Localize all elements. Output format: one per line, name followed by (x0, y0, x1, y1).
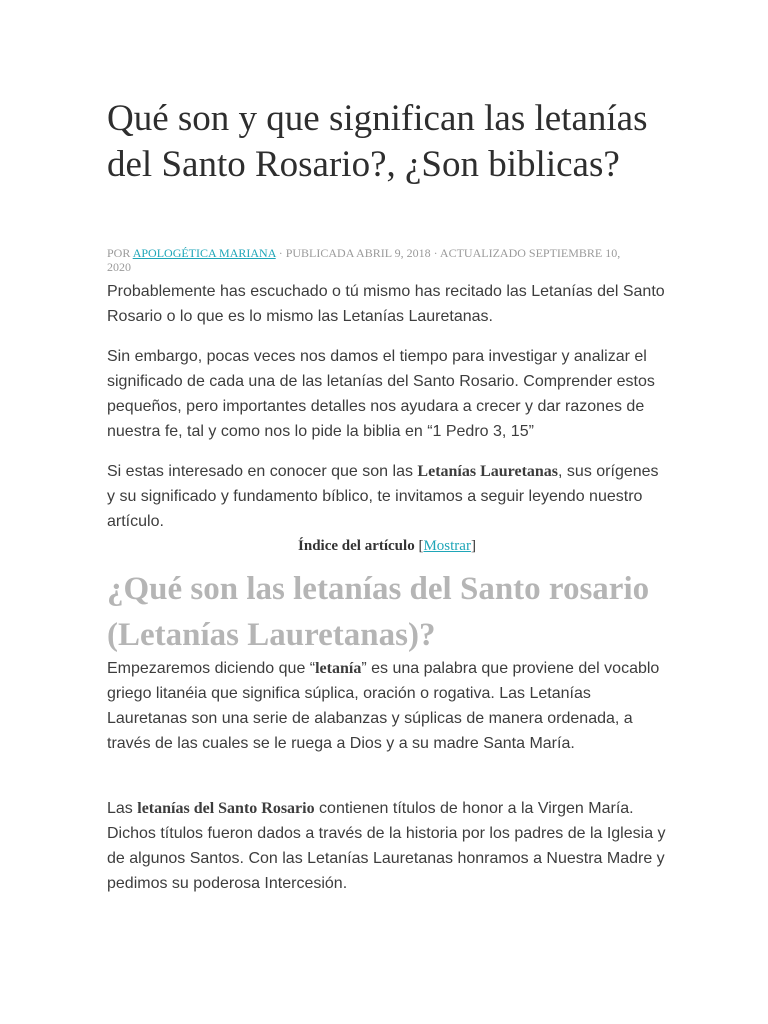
paragraph-third (107, 459, 667, 534)
p5-text-before: Las (107, 800, 138, 817)
article-title: Qué son y que significan las letanías del Santo Rosario?, ¿Son biblicas? (107, 98, 648, 185)
article-meta (107, 246, 647, 274)
author-link[interactable]: APOLOGÉTICA MARIANA (132, 246, 276, 260)
toc-show-link[interactable]: Mostrar (423, 538, 471, 554)
toc-bracket-open: [ (414, 538, 424, 554)
p5-bold-term: letanías del Santo Rosario (137, 800, 315, 817)
p3-text-after: , sus orígenes y su significado y fundamento bíblico, te invitamos a seguir leyendo nuestro artículo. (107, 463, 659, 530)
p4-bold-term: letanía (315, 660, 362, 677)
p4-text-before: Empezaremos diciendo que “ (107, 660, 316, 677)
table-of-contents (107, 535, 667, 557)
p3-text-before: Si estas interesado en conocer que son las (107, 463, 418, 480)
section-heading: ¿Qué son las letanías del Santo rosario (Letanías Lauretanas)? (107, 571, 650, 653)
p3-bold-term: Letanías Lauretanas (417, 463, 559, 480)
paragraph-fourth (107, 656, 667, 756)
paragraph-second: Sin embargo, pocas veces nos damos el tiempo para investigar y analizar el significado de cada una de las letanías del Santo Rosario. Comprender estos pequeños, pero importantes detalles nos ayudara a crecer y dar razones de nuestra fe, tal y como nos lo pide la biblia en “1 Pedro 3, 15” (107, 348, 655, 440)
meta-by: POR (107, 246, 133, 260)
p4-text-after: ” es una palabra que proviene del vocablo griego litanéia que significa súplica, oración o rogativa. Las Letanías Lauretanas son una serie de alabanzas y súplicas de manera ordenada, a través de las cuales se le ruega a Dios y a su madre Santa María. (107, 660, 660, 752)
paragraph-fifth (107, 796, 667, 896)
toc-bracket-close: ] (470, 538, 476, 554)
paragraph-intro: Probablemente has escuchado o tú mismo has recitado las Letanías del Santo Rosario o lo que es lo mismo las Letanías Lauretanas. (107, 283, 665, 325)
p5-text-after: contienen títulos de honor a la Virgen María. Dichos títulos fueron dados a través de la historia por los padres de la Iglesia y de algunos Santos. Con las Letanías Lauretanas honramos a Nuestra Madre y pedimos su poderosa Intercesión. (107, 800, 666, 892)
meta-dates: · PUBLICADA ABRIL 9, 2018 · ACTUALIZADO SEPTIEMBRE 10, 2020 (107, 246, 621, 274)
toc-label: Índice del artículo (298, 538, 415, 554)
